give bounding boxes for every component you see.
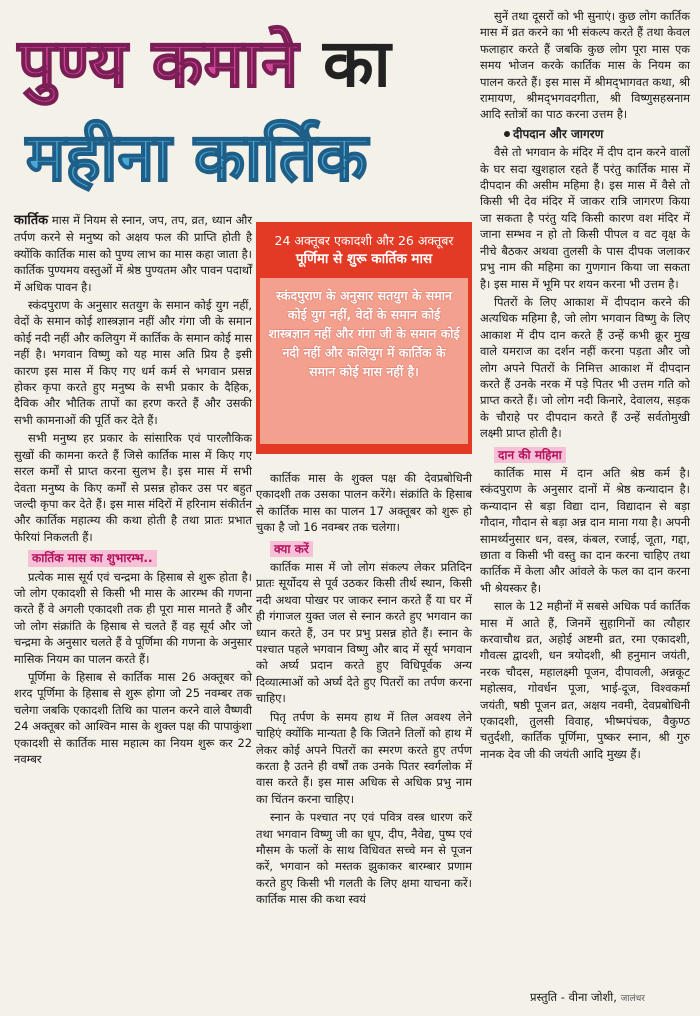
credit-city: जालंधर xyxy=(620,994,645,1004)
paragraph: पितरों के लिए आकाश में दीपदान करने की अत्यधिक महिमा है, जो लोग भगवान विष्णु के लिए आकाश में दीप दान करते हैं उन्हें कभी क्रूर मुख वाले यमराज का दर्शन नहीं करना पड़ता और जो लोग अपने पितरों के निमित्त आकाश में दीपदान करते हैं उनके नरक में पड़े पितर भी उत्तम गति को प्राप्त करते हैं। जो लोग नदी किनारे, देवालय, सड़क के चौराहे पर दीपदान करते हैं उन्हें सर्वतोमुखी लक्ष्मी प्राप्त होती है। xyxy=(480,294,690,441)
highlight-date-line: 24 अक्तूबर एकादशी और 26 अक्तूबर xyxy=(274,233,454,248)
paragraph: पितृ तर्पण के समय हाथ में तिल अवश्य लेने चाहिएं क्योंकि मान्यता है कि जितने तिलों को हाथ में लेकर कोई अपने पितरों का स्मरण करते हुए तर्पण करता है उतने ही वर्षों तक उनके पितर स्वर्गलोक में वास करते हैं। इस मास अधिक से अधिक प्रभु नाम का चिंतन करना चाहिए। xyxy=(256,709,472,806)
subheading-what-to-do: क्या करें xyxy=(270,541,313,557)
paragraph: स्कंदपुराण के अनुसार सतयुग के समान कोई युग नहीं, वेदों के समान कोई शास्त्रज्ञान नहीं और गंगा जी के समान कोई नदी नहीं और कलियुग में कार्तिक के समान कोई मास नहीं है। भगवान विष्णु को यह मास अति प्रिय है इसी कारण इस मास में किए गए धर्म कर्म से भगवान प्रसन्न होकर कृपा करते हुए मनुष्य के सभी प्रकार के दैहिक, दैविक और भौतिक तापों का हरण करते हैं और उसकी सभी कामनाओं की पूर्ति कर देते हैं। xyxy=(14,298,252,427)
lead-word: कार्तिक xyxy=(14,213,49,228)
subheading-deepdaan xyxy=(504,126,690,142)
credit-label: प्रस्तुति - वीना जोशी, xyxy=(530,990,617,1004)
article-column-1 xyxy=(14,212,252,769)
headline-part-2: का xyxy=(322,25,392,102)
paragraph: वैसे तो भगवान के मंदिर में दीप दान करने वालों के घर सदा खुशहाल रहते हैं परंतु कार्तिक मास में दीपदान की असीम महिमा है। इस मास में वैसे तो किसी भी देव मंदिर में जाकर रात्रि जागरण किया जा सकता है परंतु यदि किसी कारण वश मंदिर में जाना सम्भव न हो तो किसी पीपल व वट वृक्ष के नीचे बैठकर अथवा तुलसी के पास दीपक जलाकर प्रभु नाम की महिमा का गुणगान किया जा सकता है। इस मास में भूमि पर शयन करना भी उत्तम है। xyxy=(480,145,690,291)
paragraph: कार्तिक मास में दान अति श्रेष्ठ कर्म है। स्कंदपुराण के अनुसार दानों में श्रेष्ठ कन्यादान है। कन्यादान से बड़ा विद्या दान, विद्यादान से बड़ा गौदान, गौदान से बड़ा अन्न दान माना गया है। अपनी सामर्थ्यनुसार धन, वस्त्र, कंबल, रजाई, जूता, गद्दा, छाता व किसी भी वस्तु का दान करना चाहिए तथा कार्तिक में केला और आंवले के फल का दान करना भी श्रेयस्कर है। xyxy=(480,465,690,595)
headline-line-1 xyxy=(18,25,428,102)
paragraph: कार्तिक मास के शुक्ल पक्ष की देवप्रबोधिनी एकादशी तक उसका पालन करेंगे। संक्रांति के हिसाब से कार्तिक मास का पालन 17 अक्तूबर को शुरू हो चुका है जो 16 नवम्बर तक चलेगा। xyxy=(256,471,472,535)
article-column-2 xyxy=(256,470,472,910)
paragraph: प्रत्येक मास सूर्य एवं चन्द्रमा के हिसाब से शुरू होता है। जो लोग एकादशी से किसी भी मास के आरम्भ की गणना करते हैं वे अगली एकादशी तक ही पूरा मास मानते हैं और जो लोग संक्रांति के हिसाब से चलते हैं वह सूर्य और जो चन्द्रमा के अनुसार चलते हैं वे पूर्णिमा की गणना के अनुसार मासिक नियम का पालन करते हैं। xyxy=(14,569,252,666)
author-credit xyxy=(530,990,645,1005)
headline-part-1: पुण्य कमाने xyxy=(18,25,299,102)
bullet-icon xyxy=(504,131,510,137)
paragraph: सभी मनुष्य हर प्रकार के सांसारिक एवं पारलौकिक सुखों की कामना करते हैं जिसे कार्तिक मास में किए गए सरल कर्मों से प्राप्त करना सुलभ है। इस मास में सभी देवता मनुष्य के किए कर्मों से प्रसन्न होकर उस पर बहुत जल्दी कृपा कर देते हैं। इस मास मंदिरों में हरिनाम संकीर्तन और कार्तिक महात्म्य की कथा होती है तथा प्रातः प्रभात फेरियां निकलती हैं। xyxy=(14,431,252,544)
intro-text: मास में नियम से स्नान, जप, तप, व्रत, ध्यान और तर्पण करने से मनुष्य को अक्षय फल की प्राप्ति होती है क्योंकि कार्तिक मास को पुण्य लाभ का मास कहा जाता है। कार्तिक पुण्यमय वस्तुओं में श्रेष्ठ पुण्यतम और पावन पदार्थों में अधिक पावन है। xyxy=(14,213,252,294)
highlight-quote: स्कंदपुराण के अनुसार सतयुग के समान कोई युग नहीं, वेदों के समान कोई शास्त्रज्ञान नहीं और गंगा जी के समान कोई नदी नहीं और कलियुग में कार्तिक के समान कोई मास नहीं है। xyxy=(260,278,468,444)
paragraph: पूर्णिमा के हिसाब से कार्तिक मास 26 अक्तूबर को शरद पूर्णिमा के हिसाब से शुरू होगा जो 25 नवम्बर तक चलेगा जबकि एकादशी तिथि का पालन करने वाले वैष्णवी 24 अक्तूबर को आश्विन मास के शुक्ल पक्ष की पापाकुंशा एकादशी से कार्तिक मास महात्म का नियम शुरू कर 22 नवम्बर xyxy=(14,669,252,766)
para-intro xyxy=(14,212,252,295)
headline-line-2: महीना कार्तिक xyxy=(26,119,368,196)
highlight-box xyxy=(256,222,472,454)
subheading-daan: दान की महिमा xyxy=(494,447,566,463)
subheading-start: कार्तिक मास का शुभारम्भ.. xyxy=(28,550,157,566)
highlight-subtitle: पूर्णिमा से शुरू कार्तिक मास xyxy=(295,251,433,267)
article-column-3 xyxy=(480,8,690,764)
paragraph: साल के 12 महीनों में सबसे अधिक पर्व कार्तिक मास में आते हैं, जिनमें सुहागिनों का त्यौहार करवाचौथ व्रत, अहोई अष्टमी व्रत, रमा एकादशी, गौवत्स द्वादशी, धन त्रयोदशी, श्री हनुमान जयंती, नरक चौदस, महालक्ष्मी पूजन, दीपावली, अन्नकूट महोत्सव, गोवर्धन पूजा, भाई-दूज, विश्वकर्मा जयंती, षष्ठी पूजन व्रत, अक्षय नवमी, देवप्रबोधिनी एकादशी, तुलसी विवाह, भीष्मपंचक, वैकुण्ठ चतुर्दशी, कार्तिक पूर्णिमा, पुष्कर स्नान, श्री गुरु नानक देव जी की जयंती आदि मुख्य हैं। xyxy=(480,599,690,761)
subheading-deepdaan-label: दीपदान और जागरण xyxy=(513,126,604,141)
paragraph: कार्तिक मास में जो लोग संकल्प लेकर प्रतिदिन प्रातः सूर्योदय से पूर्व उठकर किसी तीर्थ स्थान, किसी नदी अथवा पोखर पर जाकर स्नान करते हैं या घर में ही गंगाजल युक्त जल से स्नान करते हुए भगवान का ध्यान करते हैं, उन पर प्रभु प्रसन्न होते हैं। स्नान के पश्चात पहले भगवान विष्णु और बाद में सूर्य भगवान को अर्घ्य प्रदान करते हुए विधिपूर्वक अन्य दिव्यात्माओं को अर्घ्य देते हुए पितरों का तर्पण करना चाहिए। xyxy=(256,560,472,706)
paragraph: स्नान के पश्चात नए एवं पवित्र वस्त्र धारण करें तथा भगवान विष्णु जी का धूप, दीप, नैवेद्य, पुष्प एवं मौसम के फलों के साथ विधिवत सच्चे मन से पूजन करें, भगवान को मस्तक झुकाकर बारम्बार प्रणाम करते हुए किसी भी गलती के लिए क्षमा याचना करें। कार्तिक मास की कथा स्वयं xyxy=(256,810,472,907)
highlight-box-header xyxy=(256,222,472,274)
paragraph: सुनें तथा दूसरों को भी सुनाएं। कुछ लोग कार्तिक मास में व्रत करने का भी संकल्प करते हैं तथा केवल फलाहार करते हैं जबकि कुछ लोग पूरा मास एक समय भोजन करके कार्तिक मास के नियम का पालन करते हैं। इस मास में श्रीमद्‌भागवत कथा, श्री रामायण, श्रीमद्‌भगवदगीता, श्री विष्णुसहस्रनाम आदि स्तोत्रों का पाठ करना उत्तम है। xyxy=(480,9,690,122)
